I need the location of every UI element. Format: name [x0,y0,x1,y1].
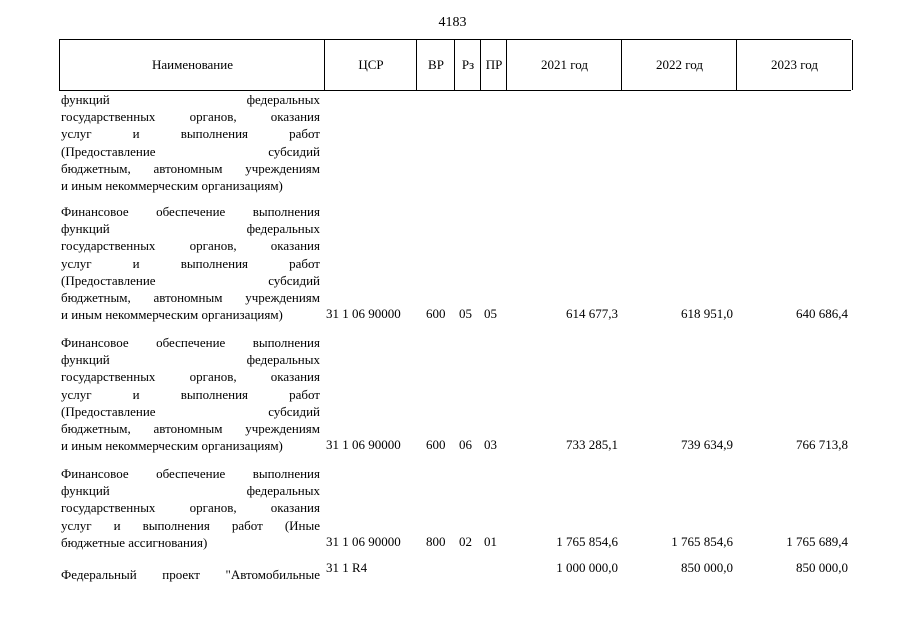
row-name-line: Финансовое обеспечение выполнения [61,335,320,350]
row-name-line: и иным некоммерческим организациям) [61,178,283,194]
col-header-name: Наименование [59,40,325,90]
row-rz: 05 [459,306,472,321]
row-2023: 766 713,8 [796,437,848,452]
row-name-line: функций федеральных [61,352,320,368]
row-name-line: функций федеральных [61,92,320,107]
col-header-2023: 2023 год [736,40,853,90]
row-name-line: (Предоставление субсидий [61,403,320,419]
row-2023: 850 000,0 [796,560,848,575]
row-rz: 06 [459,437,472,452]
row-name-line: (Предоставление субсидий [61,272,320,288]
row-name-line: государственных органов, оказания [61,109,320,125]
row-2021: 614 677,3 [566,306,618,321]
row-name-line: услуг и выполнения работ [61,255,320,271]
row-csr: 31 1 R4 [326,560,368,575]
row-pr: 03 [484,437,497,452]
row-name-line: бюджетные ассигнования) [61,534,208,550]
row-2023: 1 765 689,4 [786,534,848,549]
col-header-pr: ПР [480,40,507,90]
page-number: 4183 [438,15,467,30]
row-name-line: и иным некоммерческим организациям) [61,307,283,323]
row-name-line: функций федеральных [61,221,320,237]
row-2021: 1 765 854,6 [556,534,618,549]
row-name-line: Финансовое обеспечение выполнения [61,204,320,219]
row-csr: 31 1 06 90000 [326,306,401,321]
table-header [59,39,851,91]
row-name [61,566,320,583]
row-name-line: (Предоставление субсидий [61,143,320,159]
row-name-line: и иным некоммерческим организациям) [61,438,283,454]
row-name-line: государственных органов, оказания [61,500,320,516]
row-vr: 800 [426,534,446,549]
col-header-2022: 2022 год [621,40,737,90]
row-pr: 05 [484,306,497,321]
col-header-csr: ЦСР [324,40,417,90]
row-vr: 600 [426,306,446,321]
col-header-vr: ВР [416,40,455,90]
row-name [61,203,320,323]
row-pr: 01 [484,534,497,549]
col-header-rz: Рз [454,40,481,90]
row-name-line: функций федеральных [61,483,320,499]
row-name-line: бюджетным, автономным учреждениям [61,160,320,176]
row-vr: 600 [426,437,446,452]
row-name [61,334,320,454]
row-name-line: услуг и выполнения работ [61,126,320,142]
row-name-line: бюджетным, автономным учреждениям [61,290,320,306]
row-2022: 618 951,0 [681,306,733,321]
row-name-line: услуг и выполнения работ (Иные [61,517,320,533]
row-2022: 850 000,0 [681,560,733,575]
row-2021: 1 000 000,0 [556,560,618,575]
row-rz: 02 [459,534,472,549]
row-name-line: услуг и выполнения работ [61,386,320,402]
row-name-line: государственных органов, оказания [61,369,320,385]
row-name-line: государственных органов, оказания [61,238,320,254]
row-name-line: Федеральный проект "Автомобильные [61,567,320,582]
row-2023: 640 686,4 [796,306,848,321]
row-csr: 31 1 06 90000 [326,437,401,452]
row-name-line: бюджетным, автономным учреждениям [61,421,320,437]
row-2021: 733 285,1 [566,437,618,452]
row-name [61,91,320,194]
row-2022: 739 634,9 [681,437,733,452]
row-2022: 1 765 854,6 [671,534,733,549]
col-header-2021: 2021 год [506,40,622,90]
row-name [61,465,320,551]
row-name-line: Финансовое обеспечение выполнения [61,466,320,481]
row-csr: 31 1 06 90000 [326,534,401,549]
